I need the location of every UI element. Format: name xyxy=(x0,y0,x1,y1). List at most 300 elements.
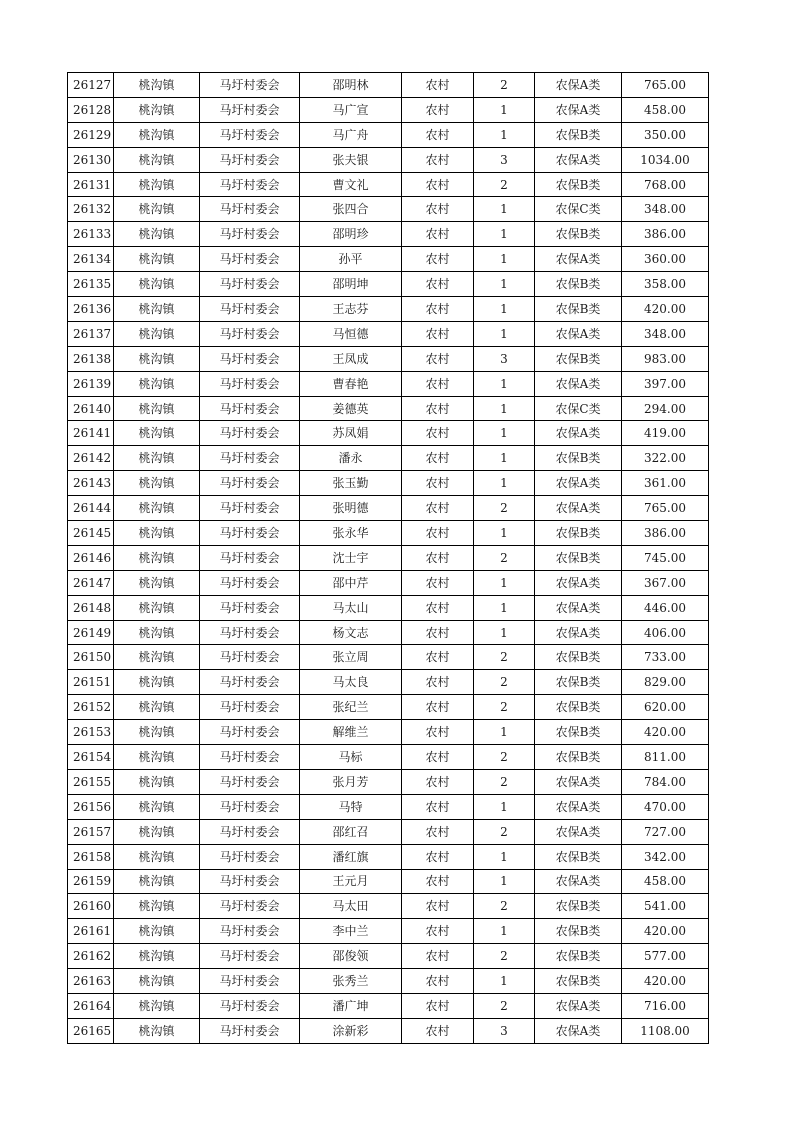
cell-person-count: 1 xyxy=(474,272,535,297)
cell-person-count: 1 xyxy=(474,321,535,346)
table-row xyxy=(68,471,709,496)
table-row xyxy=(68,496,709,521)
cell-household-type: 农村 xyxy=(402,297,474,322)
cell-id: 26143 xyxy=(68,471,114,496)
cell-person-count: 2 xyxy=(474,769,535,794)
cell-category: 农保B类 xyxy=(535,545,622,570)
cell-id: 26156 xyxy=(68,794,114,819)
cell-amount: 322.00 xyxy=(622,446,709,471)
cell-id: 26142 xyxy=(68,446,114,471)
cell-household-type: 农村 xyxy=(402,894,474,919)
cell-village: 马圩村委会 xyxy=(200,819,300,844)
cell-amount: 397.00 xyxy=(622,371,709,396)
cell-amount: 358.00 xyxy=(622,272,709,297)
cell-name: 马太田 xyxy=(300,894,402,919)
cell-category: 农保A类 xyxy=(535,620,622,645)
cell-person-count: 2 xyxy=(474,745,535,770)
cell-household-type: 农村 xyxy=(402,769,474,794)
cell-town: 桃沟镇 xyxy=(114,745,200,770)
table-row xyxy=(68,993,709,1018)
cell-household-type: 农村 xyxy=(402,471,474,496)
cell-person-count: 1 xyxy=(474,222,535,247)
cell-id: 26131 xyxy=(68,172,114,197)
cell-id: 26153 xyxy=(68,720,114,745)
cell-town: 桃沟镇 xyxy=(114,769,200,794)
cell-village: 马圩村委会 xyxy=(200,197,300,222)
table-row xyxy=(68,620,709,645)
cell-town: 桃沟镇 xyxy=(114,97,200,122)
cell-village: 马圩村委会 xyxy=(200,521,300,546)
cell-village: 马圩村委会 xyxy=(200,720,300,745)
cell-village: 马圩村委会 xyxy=(200,745,300,770)
cell-amount: 294.00 xyxy=(622,396,709,421)
cell-person-count: 1 xyxy=(474,844,535,869)
cell-amount: 733.00 xyxy=(622,645,709,670)
cell-town: 桃沟镇 xyxy=(114,670,200,695)
cell-household-type: 农村 xyxy=(402,620,474,645)
table-row xyxy=(68,844,709,869)
cell-household-type: 农村 xyxy=(402,122,474,147)
cell-amount: 360.00 xyxy=(622,247,709,272)
cell-id: 26161 xyxy=(68,919,114,944)
table-row xyxy=(68,122,709,147)
cell-name: 马特 xyxy=(300,794,402,819)
table-row xyxy=(68,894,709,919)
cell-town: 桃沟镇 xyxy=(114,969,200,994)
cell-village: 马圩村委会 xyxy=(200,595,300,620)
cell-village: 马圩村委会 xyxy=(200,122,300,147)
cell-village: 马圩村委会 xyxy=(200,670,300,695)
cell-amount: 811.00 xyxy=(622,745,709,770)
table-row xyxy=(68,272,709,297)
cell-village: 马圩村委会 xyxy=(200,421,300,446)
cell-amount: 446.00 xyxy=(622,595,709,620)
cell-amount: 420.00 xyxy=(622,297,709,322)
cell-person-count: 1 xyxy=(474,197,535,222)
cell-town: 桃沟镇 xyxy=(114,172,200,197)
cell-amount: 458.00 xyxy=(622,869,709,894)
cell-town: 桃沟镇 xyxy=(114,819,200,844)
cell-person-count: 1 xyxy=(474,521,535,546)
cell-id: 26128 xyxy=(68,97,114,122)
cell-category: 农保A类 xyxy=(535,819,622,844)
cell-category: 农保A类 xyxy=(535,1018,622,1043)
cell-category: 农保A类 xyxy=(535,496,622,521)
cell-village: 马圩村委会 xyxy=(200,869,300,894)
cell-category: 农保B类 xyxy=(535,919,622,944)
cell-village: 马圩村委会 xyxy=(200,97,300,122)
cell-town: 桃沟镇 xyxy=(114,944,200,969)
cell-id: 26148 xyxy=(68,595,114,620)
cell-town: 桃沟镇 xyxy=(114,794,200,819)
cell-household-type: 农村 xyxy=(402,869,474,894)
cell-household-type: 农村 xyxy=(402,844,474,869)
cell-town: 桃沟镇 xyxy=(114,894,200,919)
cell-id: 26139 xyxy=(68,371,114,396)
table-row xyxy=(68,346,709,371)
cell-village: 马圩村委会 xyxy=(200,794,300,819)
cell-town: 桃沟镇 xyxy=(114,73,200,98)
cell-category: 农保A类 xyxy=(535,147,622,172)
cell-household-type: 农村 xyxy=(402,446,474,471)
cell-household-type: 农村 xyxy=(402,919,474,944)
cell-name: 李中兰 xyxy=(300,919,402,944)
cell-category: 农保B类 xyxy=(535,670,622,695)
cell-category: 农保B类 xyxy=(535,122,622,147)
cell-amount: 470.00 xyxy=(622,794,709,819)
cell-person-count: 1 xyxy=(474,919,535,944)
cell-person-count: 1 xyxy=(474,595,535,620)
cell-household-type: 农村 xyxy=(402,172,474,197)
cell-household-type: 农村 xyxy=(402,147,474,172)
cell-amount: 727.00 xyxy=(622,819,709,844)
cell-town: 桃沟镇 xyxy=(114,570,200,595)
cell-person-count: 1 xyxy=(474,421,535,446)
cell-name: 潘广坤 xyxy=(300,993,402,1018)
cell-town: 桃沟镇 xyxy=(114,396,200,421)
cell-amount: 342.00 xyxy=(622,844,709,869)
cell-name: 姜德英 xyxy=(300,396,402,421)
cell-town: 桃沟镇 xyxy=(114,321,200,346)
cell-category: 农保A类 xyxy=(535,471,622,496)
cell-name: 涂新彩 xyxy=(300,1018,402,1043)
cell-category: 农保A类 xyxy=(535,321,622,346)
cell-town: 桃沟镇 xyxy=(114,147,200,172)
table-row xyxy=(68,222,709,247)
table-row xyxy=(68,819,709,844)
cell-town: 桃沟镇 xyxy=(114,122,200,147)
table-row xyxy=(68,670,709,695)
cell-id: 26135 xyxy=(68,272,114,297)
cell-id: 26147 xyxy=(68,570,114,595)
cell-amount: 386.00 xyxy=(622,222,709,247)
cell-town: 桃沟镇 xyxy=(114,346,200,371)
cell-amount: 716.00 xyxy=(622,993,709,1018)
cell-town: 桃沟镇 xyxy=(114,720,200,745)
cell-person-count: 2 xyxy=(474,545,535,570)
cell-person-count: 2 xyxy=(474,73,535,98)
cell-id: 26155 xyxy=(68,769,114,794)
cell-village: 马圩村委会 xyxy=(200,222,300,247)
cell-village: 马圩村委会 xyxy=(200,769,300,794)
cell-amount: 348.00 xyxy=(622,197,709,222)
cell-id: 26130 xyxy=(68,147,114,172)
cell-name: 邵明坤 xyxy=(300,272,402,297)
table-row xyxy=(68,720,709,745)
cell-town: 桃沟镇 xyxy=(114,496,200,521)
cell-id: 26140 xyxy=(68,396,114,421)
cell-person-count: 1 xyxy=(474,969,535,994)
cell-household-type: 农村 xyxy=(402,97,474,122)
cell-village: 马圩村委会 xyxy=(200,346,300,371)
cell-name: 张月芳 xyxy=(300,769,402,794)
cell-person-count: 1 xyxy=(474,570,535,595)
cell-id: 26157 xyxy=(68,819,114,844)
cell-amount: 829.00 xyxy=(622,670,709,695)
table-row xyxy=(68,446,709,471)
cell-id: 26159 xyxy=(68,869,114,894)
cell-town: 桃沟镇 xyxy=(114,844,200,869)
table-row xyxy=(68,545,709,570)
cell-category: 农保A类 xyxy=(535,371,622,396)
cell-town: 桃沟镇 xyxy=(114,869,200,894)
cell-village: 马圩村委会 xyxy=(200,695,300,720)
cell-town: 桃沟镇 xyxy=(114,919,200,944)
assistance-roster-table xyxy=(67,72,709,1044)
table-body xyxy=(68,73,709,1044)
cell-household-type: 农村 xyxy=(402,745,474,770)
cell-category: 农保B类 xyxy=(535,272,622,297)
cell-category: 农保B类 xyxy=(535,745,622,770)
cell-village: 马圩村委会 xyxy=(200,944,300,969)
cell-amount: 541.00 xyxy=(622,894,709,919)
cell-name: 张永华 xyxy=(300,521,402,546)
table-row xyxy=(68,695,709,720)
cell-household-type: 农村 xyxy=(402,73,474,98)
cell-category: 农保A类 xyxy=(535,247,622,272)
cell-name: 马广宣 xyxy=(300,97,402,122)
cell-name: 马太山 xyxy=(300,595,402,620)
cell-amount: 983.00 xyxy=(622,346,709,371)
cell-name: 张纪兰 xyxy=(300,695,402,720)
cell-household-type: 农村 xyxy=(402,496,474,521)
cell-village: 马圩村委会 xyxy=(200,645,300,670)
cell-village: 马圩村委会 xyxy=(200,620,300,645)
cell-village: 马圩村委会 xyxy=(200,545,300,570)
cell-household-type: 农村 xyxy=(402,794,474,819)
cell-id: 26134 xyxy=(68,247,114,272)
cell-amount: 784.00 xyxy=(622,769,709,794)
cell-town: 桃沟镇 xyxy=(114,1018,200,1043)
cell-name: 杨文志 xyxy=(300,620,402,645)
cell-person-count: 1 xyxy=(474,97,535,122)
cell-id: 26149 xyxy=(68,620,114,645)
cell-town: 桃沟镇 xyxy=(114,993,200,1018)
cell-household-type: 农村 xyxy=(402,645,474,670)
cell-household-type: 农村 xyxy=(402,969,474,994)
table-row xyxy=(68,73,709,98)
cell-name: 邵红召 xyxy=(300,819,402,844)
cell-village: 马圩村委会 xyxy=(200,396,300,421)
cell-name: 王凤成 xyxy=(300,346,402,371)
cell-amount: 386.00 xyxy=(622,521,709,546)
cell-town: 桃沟镇 xyxy=(114,222,200,247)
cell-village: 马圩村委会 xyxy=(200,919,300,944)
cell-household-type: 农村 xyxy=(402,595,474,620)
cell-category: 农保B类 xyxy=(535,446,622,471)
cell-category: 农保B类 xyxy=(535,944,622,969)
cell-id: 26158 xyxy=(68,844,114,869)
cell-village: 马圩村委会 xyxy=(200,993,300,1018)
cell-name: 苏凤娟 xyxy=(300,421,402,446)
cell-household-type: 农村 xyxy=(402,570,474,595)
cell-category: 农保A类 xyxy=(535,769,622,794)
cell-household-type: 农村 xyxy=(402,371,474,396)
cell-category: 农保B类 xyxy=(535,172,622,197)
cell-village: 马圩村委会 xyxy=(200,471,300,496)
cell-name: 张秀兰 xyxy=(300,969,402,994)
cell-name: 潘永 xyxy=(300,446,402,471)
cell-household-type: 农村 xyxy=(402,545,474,570)
cell-name: 邵明珍 xyxy=(300,222,402,247)
table-row xyxy=(68,371,709,396)
cell-name: 王元月 xyxy=(300,869,402,894)
cell-household-type: 农村 xyxy=(402,1018,474,1043)
cell-id: 26146 xyxy=(68,545,114,570)
cell-household-type: 农村 xyxy=(402,944,474,969)
cell-amount: 420.00 xyxy=(622,969,709,994)
cell-category: 农保C类 xyxy=(535,197,622,222)
table-row xyxy=(68,172,709,197)
cell-household-type: 农村 xyxy=(402,272,474,297)
cell-person-count: 3 xyxy=(474,147,535,172)
cell-village: 马圩村委会 xyxy=(200,247,300,272)
cell-id: 26129 xyxy=(68,122,114,147)
cell-id: 26150 xyxy=(68,645,114,670)
table-row xyxy=(68,570,709,595)
cell-household-type: 农村 xyxy=(402,247,474,272)
cell-town: 桃沟镇 xyxy=(114,595,200,620)
cell-category: 农保B类 xyxy=(535,844,622,869)
cell-household-type: 农村 xyxy=(402,396,474,421)
cell-person-count: 1 xyxy=(474,620,535,645)
table-row xyxy=(68,919,709,944)
cell-category: 农保A类 xyxy=(535,97,622,122)
cell-name: 曹文礼 xyxy=(300,172,402,197)
cell-amount: 350.00 xyxy=(622,122,709,147)
cell-person-count: 2 xyxy=(474,645,535,670)
cell-person-count: 1 xyxy=(474,869,535,894)
cell-name: 邵中芹 xyxy=(300,570,402,595)
table-row xyxy=(68,944,709,969)
cell-village: 马圩村委会 xyxy=(200,272,300,297)
cell-category: 农保B类 xyxy=(535,720,622,745)
cell-id: 26141 xyxy=(68,421,114,446)
cell-town: 桃沟镇 xyxy=(114,272,200,297)
cell-id: 26164 xyxy=(68,993,114,1018)
cell-person-count: 1 xyxy=(474,446,535,471)
cell-amount: 420.00 xyxy=(622,720,709,745)
cell-household-type: 农村 xyxy=(402,222,474,247)
cell-name: 张明德 xyxy=(300,496,402,521)
cell-person-count: 1 xyxy=(474,471,535,496)
cell-name: 张玉勤 xyxy=(300,471,402,496)
cell-category: 农保C类 xyxy=(535,396,622,421)
cell-town: 桃沟镇 xyxy=(114,197,200,222)
cell-name: 曹春艳 xyxy=(300,371,402,396)
cell-village: 马圩村委会 xyxy=(200,172,300,197)
table-row xyxy=(68,147,709,172)
cell-amount: 406.00 xyxy=(622,620,709,645)
cell-town: 桃沟镇 xyxy=(114,297,200,322)
table-row xyxy=(68,247,709,272)
cell-amount: 620.00 xyxy=(622,695,709,720)
cell-amount: 577.00 xyxy=(622,944,709,969)
cell-category: 农保A类 xyxy=(535,570,622,595)
cell-person-count: 1 xyxy=(474,371,535,396)
cell-amount: 765.00 xyxy=(622,73,709,98)
cell-name: 马恒德 xyxy=(300,321,402,346)
cell-category: 农保B类 xyxy=(535,346,622,371)
cell-village: 马圩村委会 xyxy=(200,1018,300,1043)
cell-household-type: 农村 xyxy=(402,695,474,720)
cell-category: 农保B类 xyxy=(535,695,622,720)
cell-name: 张立周 xyxy=(300,645,402,670)
cell-village: 马圩村委会 xyxy=(200,321,300,346)
cell-name: 邵俊领 xyxy=(300,944,402,969)
table-row xyxy=(68,396,709,421)
table-row xyxy=(68,1018,709,1043)
cell-name: 邵明林 xyxy=(300,73,402,98)
cell-town: 桃沟镇 xyxy=(114,645,200,670)
cell-town: 桃沟镇 xyxy=(114,371,200,396)
table-row xyxy=(68,645,709,670)
cell-category: 农保B类 xyxy=(535,894,622,919)
cell-category: 农保A类 xyxy=(535,869,622,894)
cell-id: 26138 xyxy=(68,346,114,371)
cell-town: 桃沟镇 xyxy=(114,695,200,720)
cell-category: 农保B类 xyxy=(535,222,622,247)
table-row xyxy=(68,745,709,770)
cell-id: 26136 xyxy=(68,297,114,322)
cell-id: 26160 xyxy=(68,894,114,919)
cell-category: 农保B类 xyxy=(535,645,622,670)
cell-id: 26144 xyxy=(68,496,114,521)
cell-category: 农保A类 xyxy=(535,73,622,98)
cell-id: 26127 xyxy=(68,73,114,98)
cell-person-count: 2 xyxy=(474,172,535,197)
table-row xyxy=(68,421,709,446)
cell-category: 农保A类 xyxy=(535,993,622,1018)
table-row xyxy=(68,969,709,994)
table-row xyxy=(68,521,709,546)
cell-person-count: 2 xyxy=(474,993,535,1018)
cell-name: 张夫银 xyxy=(300,147,402,172)
cell-amount: 765.00 xyxy=(622,496,709,521)
cell-name: 马广舟 xyxy=(300,122,402,147)
cell-category: 农保B类 xyxy=(535,297,622,322)
cell-town: 桃沟镇 xyxy=(114,446,200,471)
cell-household-type: 农村 xyxy=(402,321,474,346)
cell-name: 解维兰 xyxy=(300,720,402,745)
cell-amount: 419.00 xyxy=(622,421,709,446)
cell-name: 马标 xyxy=(300,745,402,770)
cell-town: 桃沟镇 xyxy=(114,471,200,496)
cell-town: 桃沟镇 xyxy=(114,247,200,272)
table-row xyxy=(68,321,709,346)
cell-category: 农保B类 xyxy=(535,521,622,546)
cell-person-count: 3 xyxy=(474,1018,535,1043)
cell-id: 26137 xyxy=(68,321,114,346)
cell-household-type: 农村 xyxy=(402,521,474,546)
cell-amount: 768.00 xyxy=(622,172,709,197)
cell-category: 农保B类 xyxy=(535,969,622,994)
cell-amount: 1108.00 xyxy=(622,1018,709,1043)
cell-category: 农保A类 xyxy=(535,595,622,620)
cell-village: 马圩村委会 xyxy=(200,446,300,471)
cell-household-type: 农村 xyxy=(402,346,474,371)
cell-person-count: 1 xyxy=(474,794,535,819)
table-row xyxy=(68,869,709,894)
cell-person-count: 1 xyxy=(474,122,535,147)
cell-person-count: 2 xyxy=(474,819,535,844)
cell-household-type: 农村 xyxy=(402,993,474,1018)
cell-town: 桃沟镇 xyxy=(114,620,200,645)
cell-household-type: 农村 xyxy=(402,197,474,222)
cell-person-count: 1 xyxy=(474,297,535,322)
cell-person-count: 2 xyxy=(474,944,535,969)
cell-person-count: 3 xyxy=(474,346,535,371)
